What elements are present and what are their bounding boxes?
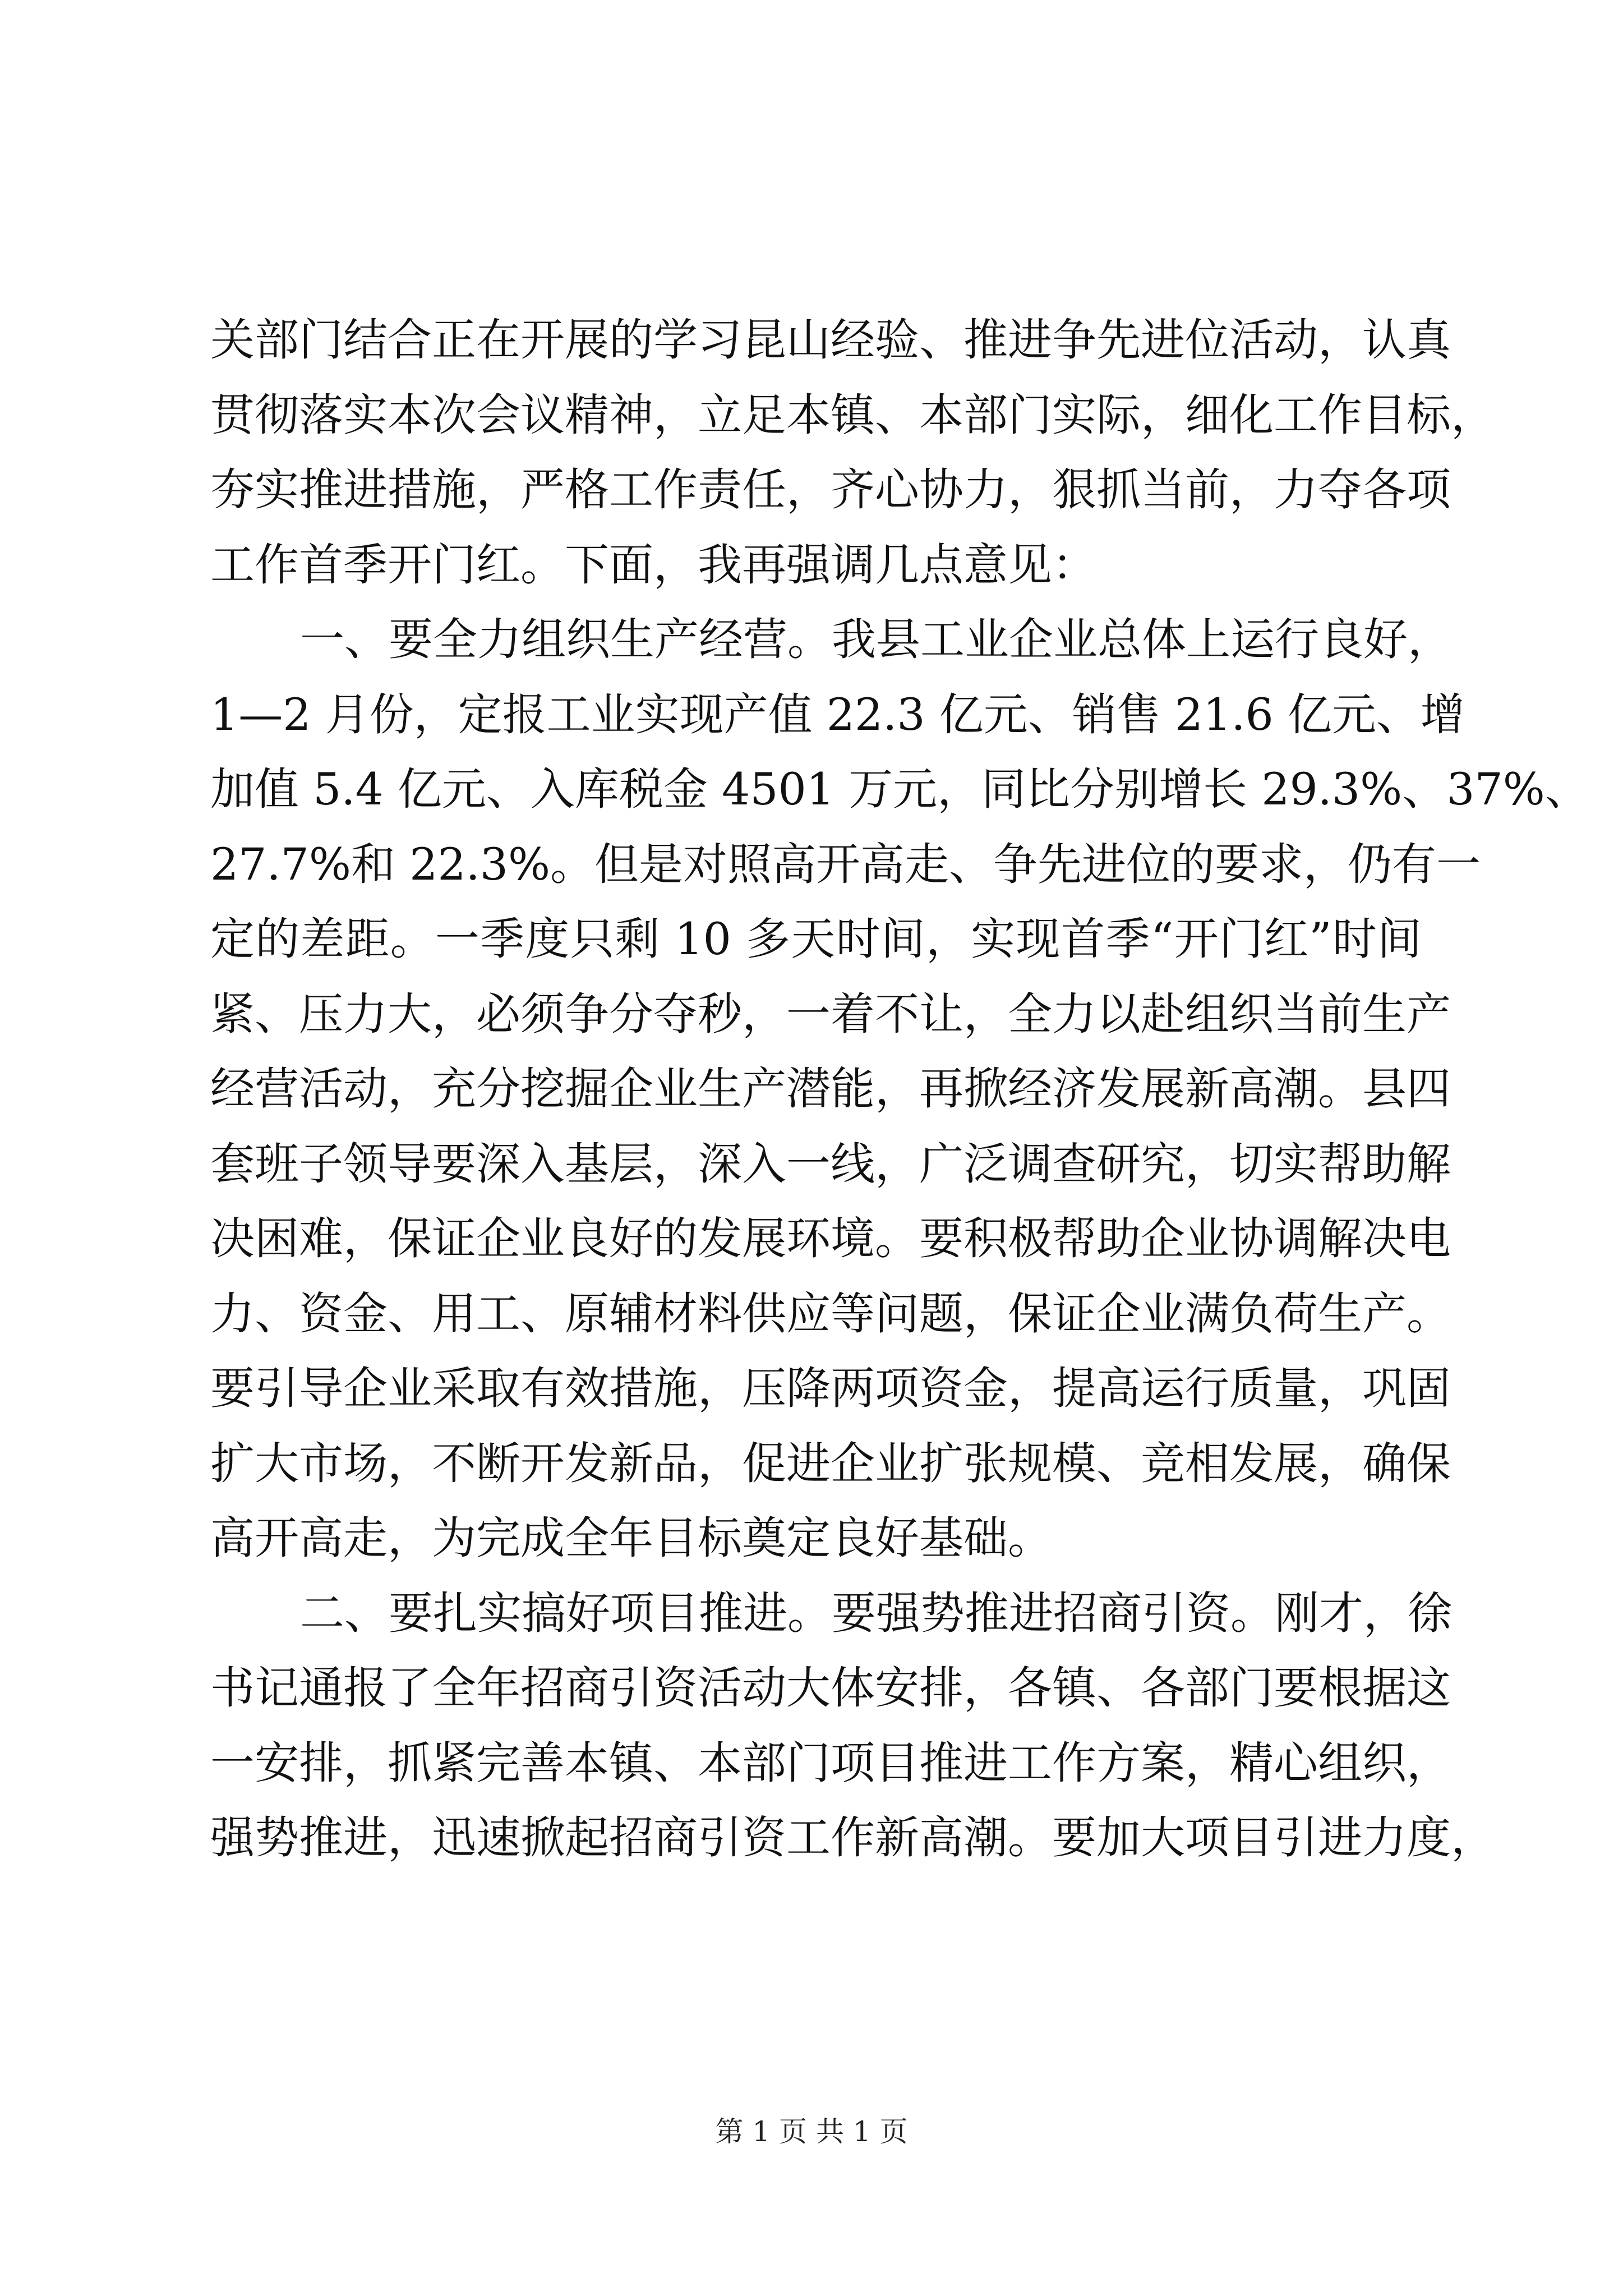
text-line: 关部门结合正在开展的学习昆山经验、推进争先进位活动，认真 bbox=[210, 314, 1451, 366]
text-line: 经营活动，充分挖掘企业生产潜能，再掀经济发展新高潮。县四 bbox=[210, 1063, 1451, 1115]
text-line: 二、要扎实搞好项目推进。要强势推进招商引资。刚才，徐 bbox=[300, 1587, 1452, 1639]
text-line: 贯彻落实本次会议精神，立足本镇、本部门实际，细化工作目标， bbox=[210, 389, 1495, 441]
text-line: 一安排，抓紧完善本镇、本部门项目推进工作方案，精心组织， bbox=[210, 1737, 1451, 1789]
text-line: 套班子领导要深入基层，深入一线，广泛调查研究，切实帮助解 bbox=[210, 1138, 1451, 1190]
text-line: 高开高走，为完成全年目标奠定良好基础。 bbox=[210, 1512, 1052, 1564]
page-number-label: 第 1 页 共 1 页 bbox=[715, 2115, 908, 2148]
text-line: 强势推进，迅速掀起招商引资工作新高潮。要加大项目引进力度， bbox=[210, 1812, 1495, 1864]
text-line: 工作首季开门红。下面，我再强调几点意见： bbox=[210, 539, 1096, 591]
text-line: 定的差距。一季度只剩 10 多天时间，实现首季“开门红”时间 bbox=[210, 913, 1422, 965]
document-body bbox=[210, 303, 1589, 1876]
page-footer bbox=[0, 2115, 1623, 2148]
text-line: 一、要全力组织生产经营。我县工业企业总体上运行良好， bbox=[300, 614, 1452, 665]
text-line: 决困难，保证企业良好的发展环境。要积极帮助企业协调解决电 bbox=[210, 1213, 1451, 1264]
text-line: 力、资金、用工、原辅材料供应等问题，保证企业满负荷生产。 bbox=[210, 1287, 1451, 1340]
text-line: 27.7%和 22.3%。但是对照高开高走、争先进位的要求，仍有一 bbox=[210, 838, 1481, 890]
text-line: 加值 5.4 亿元、入库税金 4501 万元，同比分别增长 29.3%、37%、 bbox=[210, 763, 1589, 815]
text-line: 书记通报了全年招商引资活动大体安排，各镇、各部门要根据这 bbox=[210, 1662, 1451, 1714]
text-line: 扩大市场，不断开发新品，促进企业扩张规模、竞相发展，确保 bbox=[210, 1437, 1451, 1489]
text-line: 紧、压力大，必须争分夺秒，一着不让，全力以赴组织当前生产 bbox=[210, 988, 1451, 1040]
text-line: 要引导企业采取有效措施，压降两项资金，提高运行质量，巩固 bbox=[210, 1363, 1451, 1414]
text-line: 夯实推进措施，严格工作责任，齐心协力，狠抓当前，力夺各项 bbox=[210, 464, 1451, 516]
text-line: 1—2 月份，定报工业实现产值 22.3 亿元、销售 21.6 亿元、增 bbox=[210, 688, 1465, 740]
